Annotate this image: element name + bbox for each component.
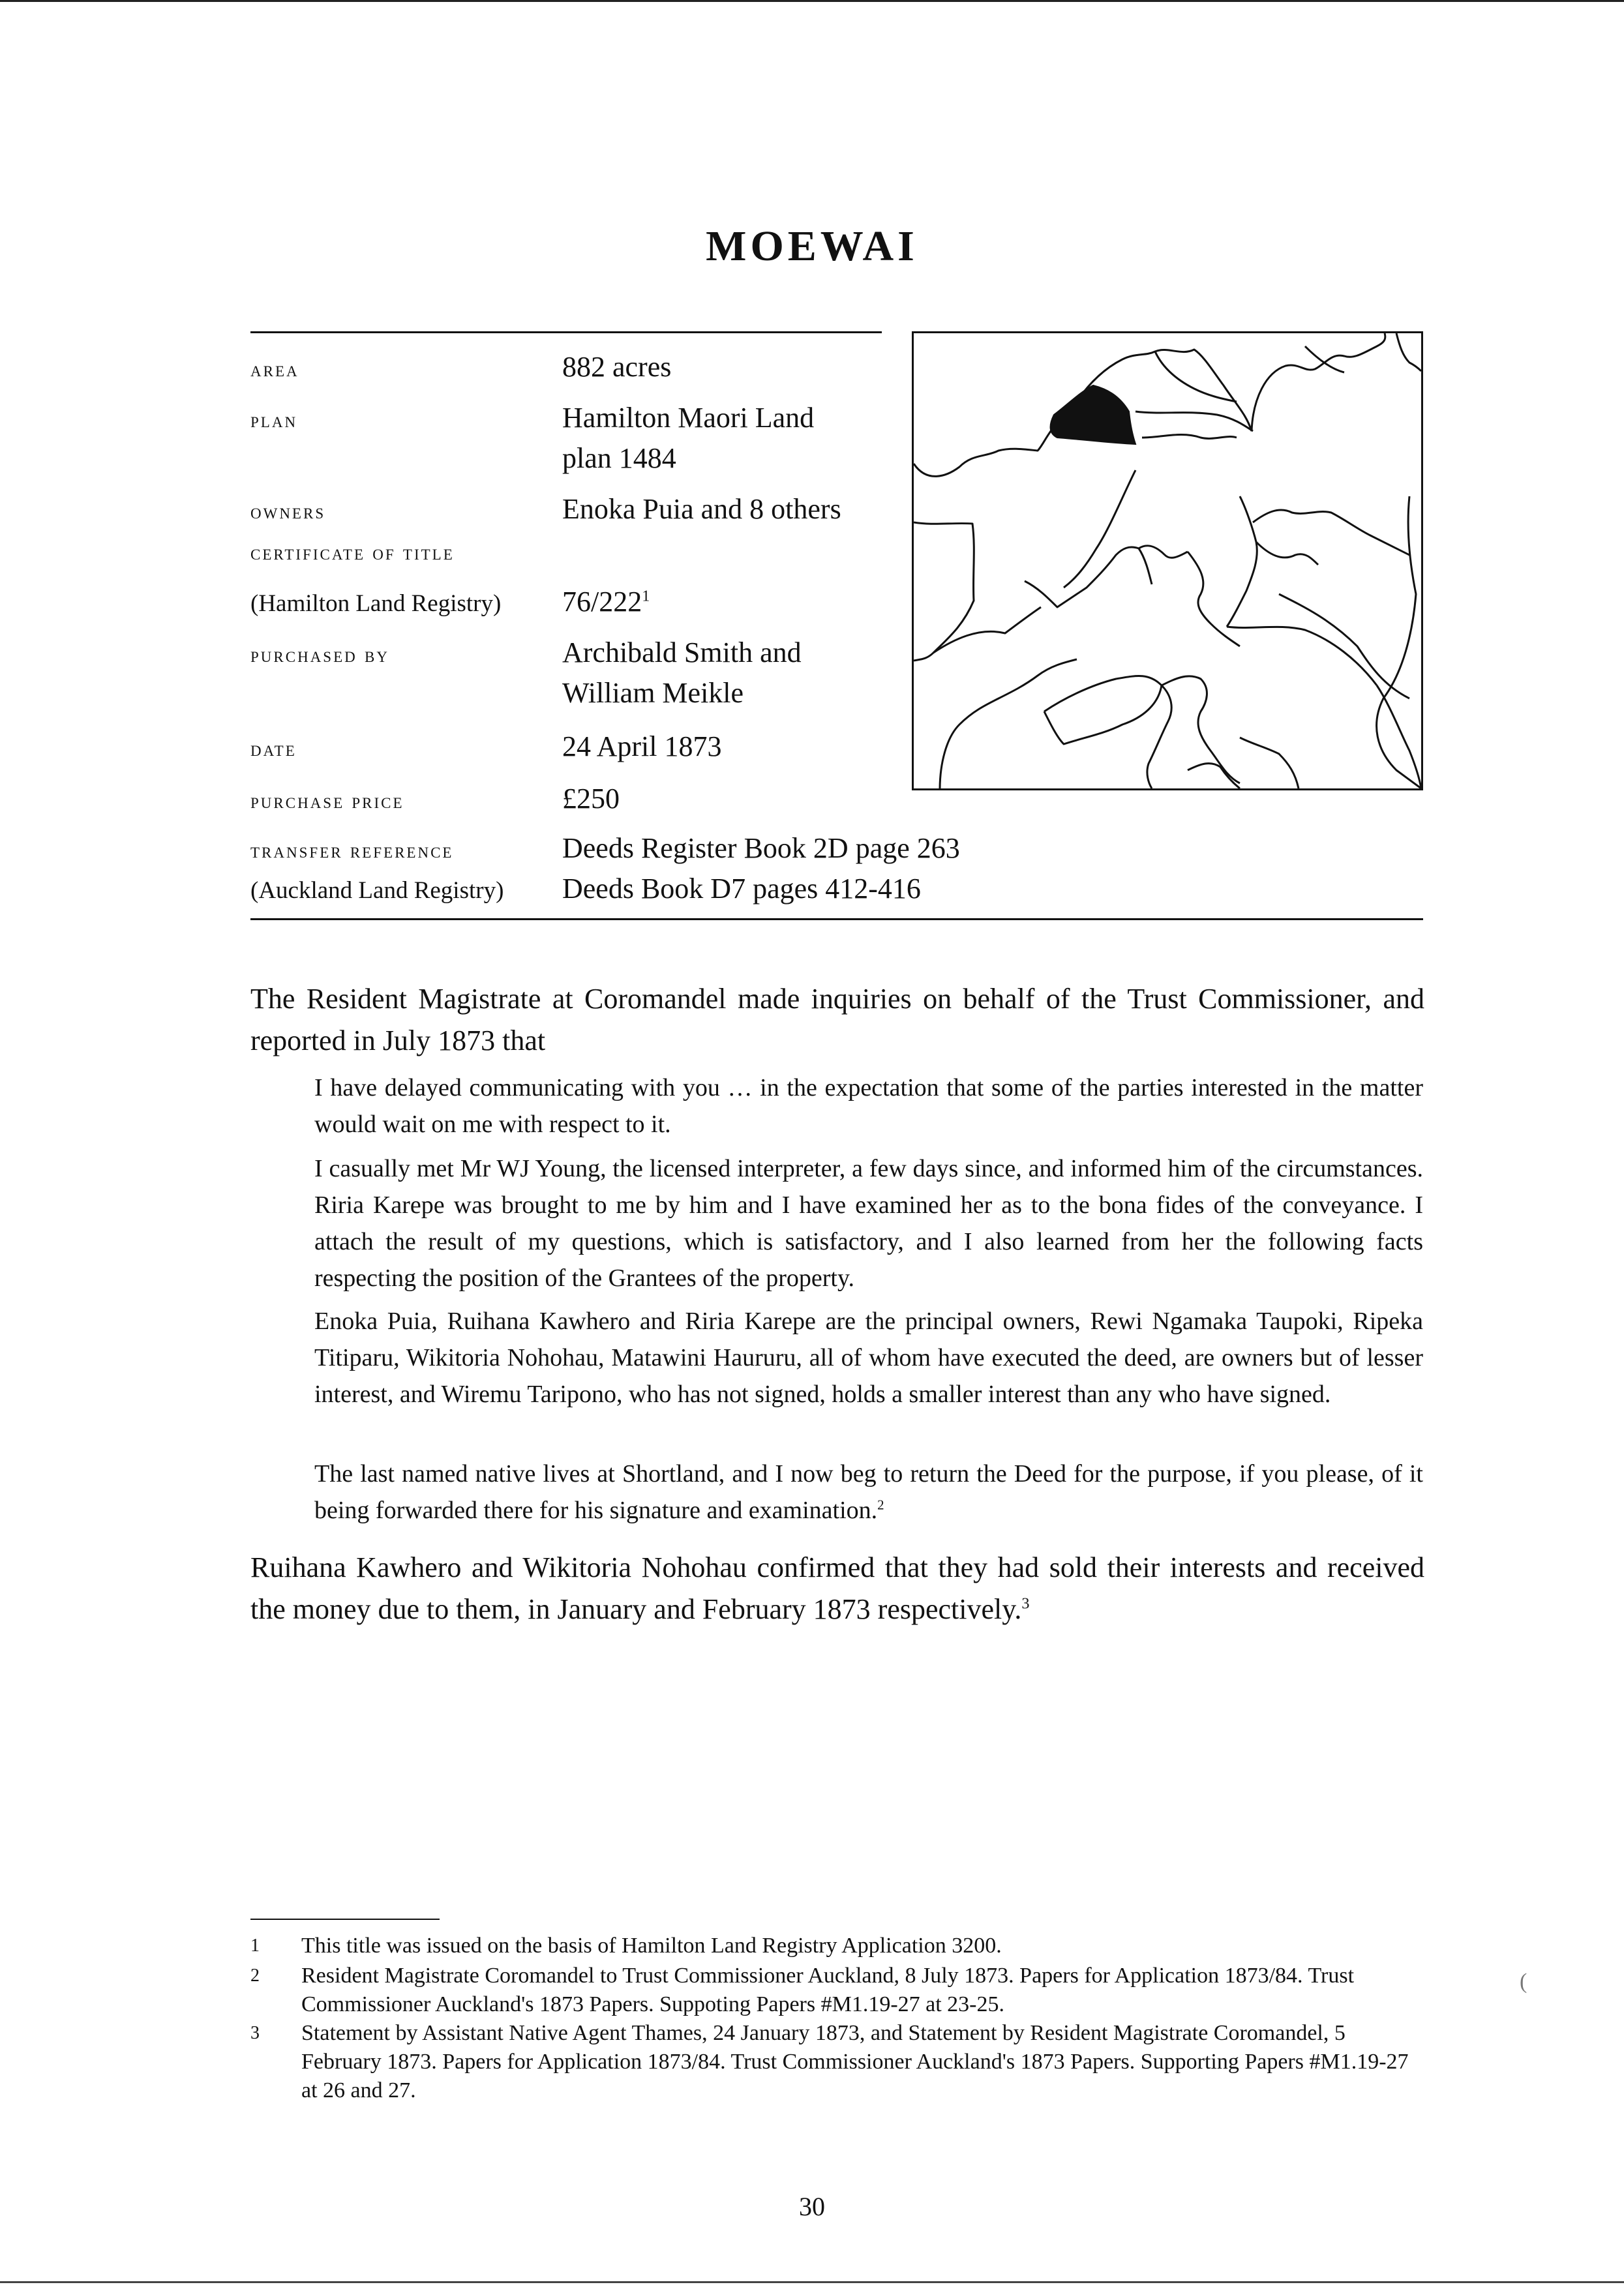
page-number: 30: [799, 2192, 825, 2221]
detail-row-transfer: [250, 828, 1229, 869]
boundary-path: [1227, 496, 1257, 627]
footnote-ref: 2: [877, 1497, 884, 1513]
boundary-path: [933, 607, 1041, 653]
boundary-path: [1044, 676, 1162, 744]
title-number: 76/222: [562, 586, 642, 618]
footnote-ref: 3: [1021, 1594, 1030, 1613]
footnote-1: [250, 1932, 1424, 1960]
page-title: MOEWAI: [706, 222, 918, 270]
detail-row-purchase-price: [250, 779, 620, 819]
boundary-path: [1377, 496, 1421, 788]
detail-value: [562, 398, 814, 479]
detail-row-owners: [250, 489, 841, 530]
boundary-path: [1256, 542, 1318, 565]
detail-value: Deeds Book D7 pages 412-416: [562, 873, 921, 905]
table-top-rule: [250, 331, 882, 333]
boundary-path: [1227, 627, 1377, 685]
detail-value: [562, 582, 650, 622]
boundary-path: [1188, 552, 1240, 646]
moewai-block-highlight: [1051, 385, 1135, 444]
detail-row-certificate: [250, 541, 994, 565]
boundary-path: [1240, 738, 1299, 788]
detail-value: 24 April 1873: [562, 730, 722, 762]
detail-value: [562, 633, 802, 713]
bottom-border: [0, 2281, 1624, 2283]
boundary-path: [1142, 435, 1237, 439]
detail-label: plan: [250, 409, 298, 432]
detail-label-sub: (Hamilton Land Registry): [250, 590, 502, 617]
margin-mark: (: [1520, 1969, 1527, 1994]
detail-row-area: [250, 347, 671, 387]
paragraph-intro: The Resident Magistrate at Coromandel made inquiries on behalf of the Trust Commissioner, and reported in July 1873 that: [250, 983, 1424, 1056]
boundary-path: [1396, 333, 1421, 371]
footnote-ref: 1: [642, 587, 650, 605]
top-border: [0, 0, 1624, 2]
detail-value: Deeds Register Book 2D page 263: [562, 832, 960, 864]
detail-value: Enoka Puia and 8 others: [562, 493, 841, 525]
map-boundaries: [914, 333, 1421, 788]
footnote-3: [250, 2019, 1424, 2105]
quote-paragraph: I casually met Mr WJ Young, the licensed interpreter, a few days since, and informed him of the circumstances. Riria Karepe was brought to me by him and I have examined her as to the bona fides of the conveyance. I attach the result of my questions, which is satisfactory, and I also learned from her the following facts respecting the position of the Grantees of the property.: [314, 1155, 1423, 1292]
detail-value: 882 acres: [562, 351, 672, 383]
footnote-separator: [250, 1919, 440, 1920]
footnote-text: Statement by Assistant Native Agent Thames, 24 January 1873, and Statement by Resident Magistrate Coromandel, 5 February 1873. Papers for Application 1873/84. Trust Commissioner Auckland's 1873 Papers. Supporting Papers #M1.19-27 at 26 and 27.: [301, 2021, 1409, 2102]
detail-value-line: William Meikle: [562, 677, 744, 709]
footnote-number: 2: [250, 1966, 260, 1986]
detail-row-plan: [250, 398, 814, 479]
detail-label: date: [250, 738, 297, 761]
detail-value-line: Archibald Smith and: [562, 636, 802, 668]
detail-row-purchased-by: [250, 633, 802, 713]
detail-label: area: [250, 358, 299, 382]
detail-label: transfer reference: [250, 839, 454, 863]
boundary-path: [1305, 346, 1344, 372]
detail-label: owners: [250, 500, 326, 524]
boundary-path: [1155, 352, 1237, 402]
boundary-path: [1147, 685, 1171, 788]
location-map-drawing: [914, 333, 1421, 788]
quote-paragraph: Enoka Puia, Ruihana Kawhero and Riria Karepe are the principal owners, Rewi Ngamaka Taupoki, Ripeka Titiparu, Wikitoria Nohohau, Matawini Haururu, all of whom have executed the deed, are owners but of lesser interest, and Wiremu Taripono, who has not signed, holds a smaller interest than any who have signed.: [314, 1308, 1423, 1408]
boundary-path: [914, 522, 974, 661]
boundary-path: [1064, 470, 1135, 588]
quote-paragraph: [314, 1456, 1423, 1529]
footnote-2: [250, 1962, 1424, 2019]
quote-text: The last named native lives at Shortland, and I now beg to return the Deed for the purpose, if you please, of it being forwarded there for his signature and examination.: [314, 1460, 1423, 1524]
boundary-path: [1135, 411, 1253, 431]
detail-label: purchase price: [250, 790, 404, 813]
detail-row-transfer-2: [250, 869, 1229, 909]
coastline-path: [1252, 333, 1385, 431]
detail-label-sub: (Auckland Land Registry): [250, 877, 504, 904]
quote-paragraph: I have delayed communicating with you … in the expectation that some of the parties interested in the matter would wait on me with respect to it.: [314, 1074, 1423, 1138]
footnote-text: Resident Magistrate Coromandel to Trust Commissioner Auckland, 8 July 1873. Papers for Application 1873/84. Trust Commissioner Auckland's 1873 Papers. Suppoting Papers #M1.19-27 at 23-25.: [301, 1964, 1355, 2016]
boundary-path: [1279, 594, 1409, 698]
table-bottom-rule: [250, 918, 1423, 920]
boundary-path: [940, 659, 1077, 788]
detail-row-certificate-value: [250, 582, 650, 622]
footnote-number: 1: [250, 1936, 260, 1956]
paragraph-conclusion: [250, 1547, 1424, 1630]
paragraph-text: Ruihana Kawhero and Wikitoria Nohohau confirmed that they had sold their interests and received the money due to them, in January and February 1873 respectively.: [250, 1551, 1424, 1625]
boundary-path: [1139, 546, 1188, 558]
boundary-path: [1025, 547, 1152, 607]
footnote-number: 3: [250, 2023, 260, 2043]
detail-label: purchased by: [250, 644, 389, 667]
detail-row-date: [250, 726, 721, 767]
boundary-path: [1162, 676, 1240, 783]
boundary-path: [1188, 764, 1240, 788]
detail-value: £250: [562, 783, 620, 815]
detail-value-line: Hamilton Maori Land: [562, 402, 815, 434]
boundary-path: [1253, 510, 1409, 555]
location-map: [912, 331, 1423, 790]
footnote-text: This title was issued on the basis of Hamilton Land Registry Application 3200.: [301, 1934, 1002, 1958]
detail-label: certificate of title: [250, 541, 455, 565]
detail-value-line: plan 1484: [562, 442, 676, 474]
